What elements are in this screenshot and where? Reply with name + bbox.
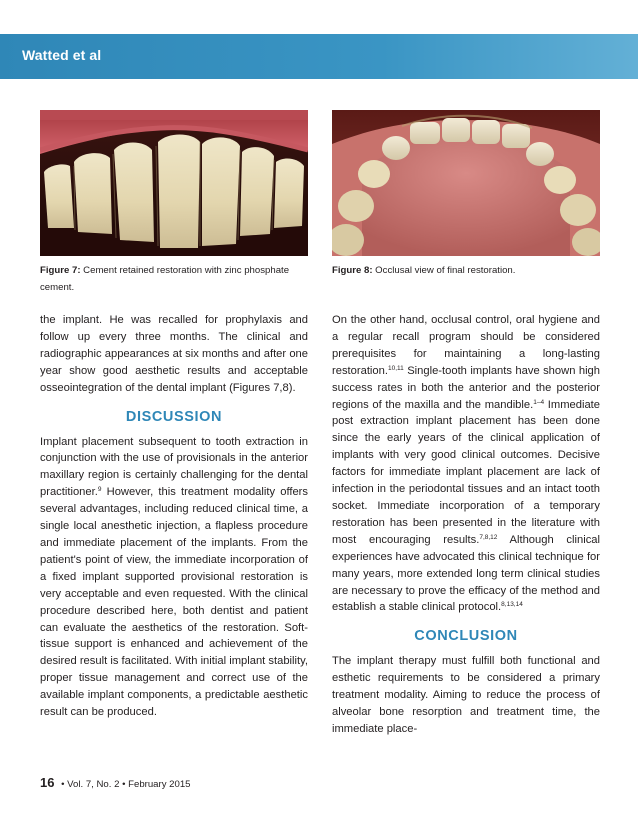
discussion-paragraph xyxy=(40,434,308,721)
figure-8-photo xyxy=(332,110,600,256)
body-text: Although clinical experiences have advocated this clinical technique for many years, more extended long term clinical studies are necessary to prove the efficacy of the method and establish a stable clinical protocol. xyxy=(332,533,600,614)
body-paragraph: the implant. He was recalled for prophylaxis and follow up every three months. The clinical and radiographic appearances at six months and after one year show good aesthetic results and acceptable osseointegration of the dental implant (Figures 7,8). xyxy=(40,314,308,394)
conclusion-paragraph: The implant therapy must fulfill both functional and esthetic requirements to be considered a primary treatment modality. Aiming to reduce the process of alveolar bone resorption and treatment time, the immediate place- xyxy=(332,655,600,735)
discussion-heading: DISCUSSION xyxy=(125,408,223,425)
header-band xyxy=(0,34,638,79)
body-text: Single-tooth implants have shown high success rates in both the anterior and the posterior regions of the maxilla and the mandible. xyxy=(332,364,600,411)
citation-ref: 7,8,12 xyxy=(479,533,498,541)
page-footer xyxy=(40,775,191,790)
citation-ref: 9 xyxy=(97,486,102,494)
right-column xyxy=(332,312,600,738)
figure-8-caption-text: Occlusal view of final restoration. xyxy=(372,265,516,276)
issue-info: • Vol. 7, No. 2 • February 2015 xyxy=(61,779,191,790)
conclusion-heading: CONCLUSION xyxy=(414,628,518,645)
citation-ref: 8,13,14 xyxy=(501,601,523,609)
body-text: Implant placement subsequent to tooth extraction in conjunction with the use of provisionals in the anterior maxillary region is certainly challenging for the dental practitioner. xyxy=(40,435,308,499)
figure-8-caption xyxy=(332,262,600,279)
figure-7-caption-text: Cement retained restoration with zinc phosphate cement. xyxy=(40,265,290,293)
body-text: On the other hand, occlusal control, oral hygiene and a regular recall program should be considered prerequisites for maintaining a long-lasting restoration. xyxy=(332,314,600,377)
page-number: 16 xyxy=(40,775,55,790)
citation-ref: 10,11 xyxy=(387,364,404,372)
body-text: However, this treatment modality offers several advantages, including reduced clinical time, a single local anesthetic injection, a flapless procedure and immediate placement of the implants. From the patient's point of view, the immediate incorporation of a fixed implant supported provisional restoration is very acceptable and even requested. With the clinical procedure described here, both dentist and patient can evaluate the aesthetics of the restoration. Soft-tissue support is enhanced and achievement of the desired result is facilitated. With initial implant stability, proper tissue management and correct use of the available implant components, a predictable aesthetic result can be produced. xyxy=(40,486,308,719)
figure-7-photo xyxy=(40,110,308,256)
body-paragraph xyxy=(332,312,600,616)
left-column xyxy=(40,312,308,721)
figure-8-label: Figure 8: xyxy=(332,265,373,276)
figure-7-label: Figure 7: xyxy=(40,265,81,276)
citation-ref: 1–4 xyxy=(533,398,545,406)
running-header-title: Watted et al xyxy=(22,47,102,63)
figure-7-caption xyxy=(40,262,308,296)
body-text: Immediate post extraction implant placement has been done since the early years of the clinical application of implants with very good clinical outcomes. Decisive factors for immediate implant placement are lack of infection in the periodontal tissues and an intact tooth socket. Immediate incorporation of a temporary restoration has been presented in the literature with most encouraging results. xyxy=(332,398,601,546)
